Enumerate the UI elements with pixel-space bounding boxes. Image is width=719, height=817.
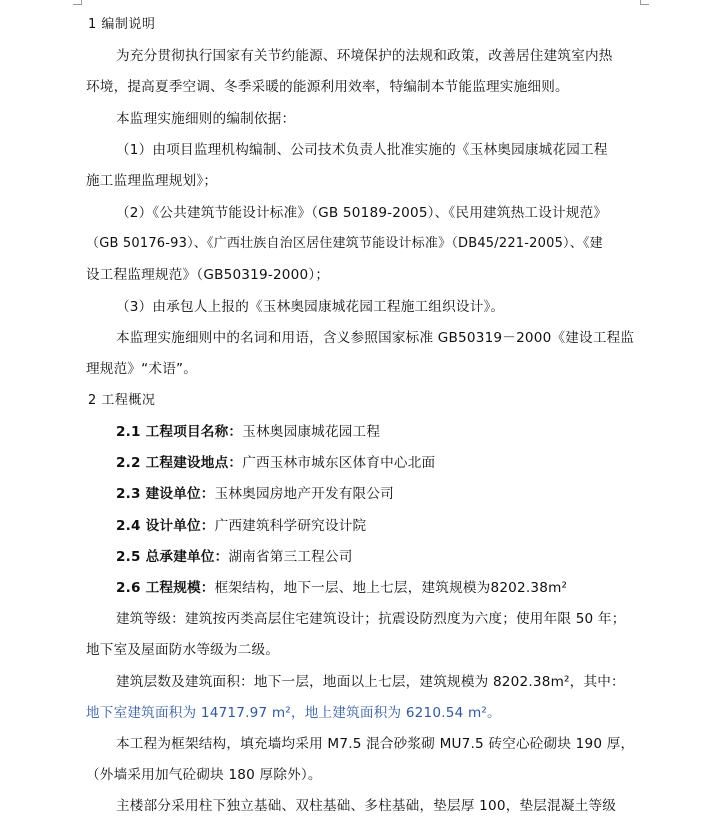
overview-item-label: 2.5 总承建单位	[116, 549, 215, 565]
paragraph-line: （1）由项目监理机构编制、公司技术负责人批准实施的《玉林奥园康城花园工程	[116, 142, 608, 158]
overview-item-colon: ：	[228, 455, 243, 471]
page-corner-mark-top-left	[73, 0, 82, 5]
section-heading: 2 工程概况	[88, 393, 156, 408]
overview-item-label: 2.4 设计单位	[116, 518, 201, 534]
paragraph-line: 为充分贯彻执行国家有关节约能源、环境保护的法规和政策，改善居住建筑室内热	[116, 48, 613, 64]
paragraph-line: 本监理实施细则的编制依据：	[116, 111, 296, 127]
overview-item	[116, 484, 394, 504]
overview-item-colon: ：	[200, 518, 215, 534]
overview-item	[116, 422, 380, 442]
overview-item-label: 2.1 工程项目名称	[116, 424, 229, 440]
overview-item	[116, 453, 435, 473]
page-corner-mark-top-right	[640, 0, 649, 5]
overview-item-colon: ：	[228, 424, 243, 440]
paragraph-line: 环境，提高夏季空调、冬季采暖的能源利用效率，特编制本节能监理实施细则。	[86, 79, 569, 95]
paragraph-line: （GB 50176-93）、《广西壮族自治区居住建筑节能设计标准》（DB45/221-2005）、《建	[86, 236, 603, 251]
paragraph-line: 建筑等级：建筑按丙类高层住宅建筑设计；抗震设防烈度为六度；使用年限 50 年；	[116, 611, 626, 627]
paragraph-line: 理规范》“术语”。	[86, 361, 198, 377]
overview-item-colon: ：	[214, 549, 229, 565]
section-heading: 1 编制说明	[88, 17, 156, 32]
overview-item-value: 框架结构，地下一层、地上七层，建筑规模为8202.38m²	[214, 580, 568, 596]
overview-item-colon: ：	[200, 486, 215, 502]
paragraph-line: 施工监理监理规划》；	[86, 173, 218, 189]
overview-item-label: 2.6 工程规模	[116, 580, 201, 596]
overview-item-label: 2.3 建设单位	[116, 486, 201, 502]
overview-item	[116, 547, 353, 567]
paragraph-line: （2）《公共建筑节能设计标准》（GB 50189-2005）、《民用建筑热工设计规范》	[116, 205, 608, 221]
paragraph-line: 建筑层数及建筑面积：地下一层，地面以上七层，建筑规模为 8202.38m²，其中：	[116, 674, 625, 690]
overview-item-label: 2.2 工程建设地点	[116, 455, 229, 471]
overview-item-colon: ：	[200, 580, 215, 596]
overview-item-value: 广西玉林市城东区体育中心北面	[242, 455, 436, 471]
overview-item	[116, 578, 567, 598]
overview-item-value: 广西建筑科学研究设计院	[214, 518, 367, 534]
paragraph-line: 本工程为框架结构，填充墙均采用 M7.5 混合砂浆砌 MU7.5 砖空心砼砌块 190 厚，	[116, 736, 635, 752]
paragraph-line: 地下室建筑面积为 14717.97 m²，地上建筑面积为 6210.54 m²。	[86, 705, 501, 721]
paragraph-line: 本监理实施细则中的名词和用语，含义参照国家标准 GB50319－2000《建设工程监	[116, 330, 635, 346]
paragraph-line: 主楼部分采用柱下独立基础、双柱基础、多柱基础，垫层厚 100，垫层混凝土等级	[116, 798, 617, 814]
paragraph-line: （外墙采用加气砼砌块 180 厚除外）。	[86, 767, 322, 783]
overview-item-value: 玉林奥园房地产开发有限公司	[214, 486, 394, 502]
overview-item-value: 玉林奥园康城花园工程	[242, 424, 381, 440]
paragraph-line: 设工程监理规范》（GB50319-2000）；	[86, 267, 330, 283]
overview-item-value: 湖南省第三工程公司	[228, 549, 353, 565]
overview-item	[116, 516, 366, 536]
paragraph-line: （3）由承包人上报的《玉林奥园康城花园工程施工组织设计》。	[116, 299, 505, 315]
paragraph-line: 地下室及屋面防水等级为二级。	[86, 642, 280, 658]
